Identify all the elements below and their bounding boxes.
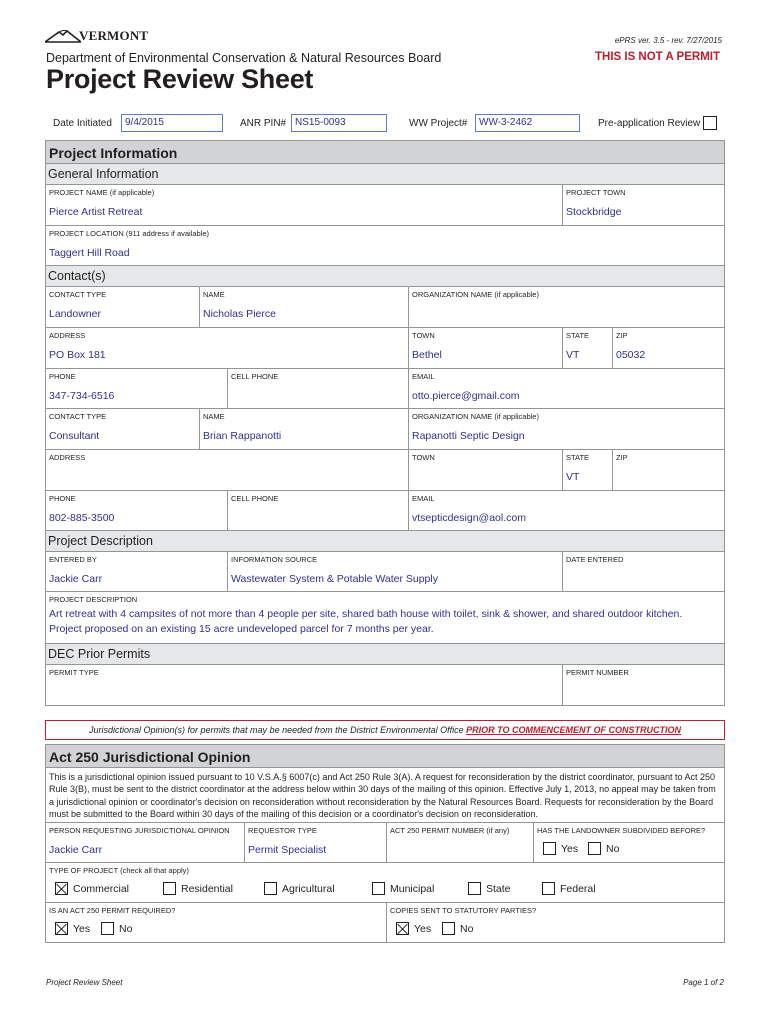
requestor-type-label: REQUESTOR TYPE xyxy=(248,826,317,835)
no-label: No xyxy=(460,922,474,935)
contact2-name-field[interactable]: Brian Rappanotti xyxy=(203,430,282,442)
state-type-label: State xyxy=(486,882,511,895)
requester-row xyxy=(46,823,724,863)
town-label: TOWN xyxy=(412,331,435,340)
copies-no-checkbox[interactable] xyxy=(442,922,455,935)
pre-application-checkbox[interactable] xyxy=(703,116,717,130)
subdivided-no-checkbox[interactable] xyxy=(588,842,601,855)
anr-pin-field[interactable]: NS15-0093 xyxy=(291,114,387,132)
contact-name-label: NAME xyxy=(203,290,225,299)
contact2-type-field[interactable]: Consultant xyxy=(49,430,100,442)
not-permit-notice: THIS IS NOT A PERMIT xyxy=(594,51,720,63)
type-residential-option[interactable] xyxy=(163,882,233,895)
permit-required-yes-option[interactable] xyxy=(55,922,90,935)
date-initiated-label: Date Initiated xyxy=(53,117,112,129)
cell-phone-label: CELL PHONE xyxy=(231,372,279,381)
project-location-row xyxy=(46,226,724,266)
copies-yes-option[interactable] xyxy=(396,922,431,935)
yes-label: Yes xyxy=(414,922,432,935)
permit-required-no-checkbox[interactable] xyxy=(101,922,114,935)
information-source-field[interactable]: Wastewater System & Potable Water Supply xyxy=(231,573,438,585)
ww-project-label: WW Project# xyxy=(409,117,468,129)
contact2-email-field[interactable]: vtsepticdesign@aol.com xyxy=(412,512,526,524)
project-description-label: PROJECT DESCRIPTION xyxy=(49,595,138,604)
subdivided-label: HAS THE LANDOWNER SUBDIVIDED BEFORE? xyxy=(537,826,706,835)
contact2-phone-field[interactable]: 802-885-3500 xyxy=(49,512,115,524)
contact1-phone-field[interactable]: 347-734-6516 xyxy=(49,390,115,402)
act250-paragraph: This is a jurisdictional opinion issued pursuant to 10 V.S.A.§ 6007(c) and Act 250 Rule 3(A). A request for reconsideration by the district coordinator, pursuant to Act 250 Rule 3(B), must be sent to the district coordinator at the address below within 30 days of the mailing of this opinion. Effective July 1, 2013, no appeal may be taken from a jurisdictional opinion or coordinator's decision on reconsideration without reconsideration by the Natural Resources Board. Requests for reconsideration by the Board must be submitted to the Board within 30 days of the mailing of this decision or a coordinator's decision on reconsideration. xyxy=(46,768,724,823)
org-name-label: ORGANIZATION NAME (if applicable) xyxy=(412,290,539,299)
type-agricultural-option[interactable] xyxy=(264,882,335,895)
state-label: STATE xyxy=(566,453,590,462)
contacts-header: Contact(s) xyxy=(46,266,724,287)
project-location-label: PROJECT LOCATION (911 address if available) xyxy=(49,229,210,238)
project-information-header: Project Information xyxy=(46,140,724,164)
zip-label: ZIP xyxy=(616,331,628,340)
project-form xyxy=(45,140,725,706)
address-label: ADDRESS xyxy=(49,453,86,462)
project-location-field[interactable]: Taggert Hill Road xyxy=(49,247,130,259)
zip-label: ZIP xyxy=(616,453,628,462)
contact1-row1 xyxy=(46,287,724,328)
permit-required-yes-checkbox[interactable] xyxy=(55,922,68,935)
contact2-row1 xyxy=(46,409,724,450)
contact1-row2 xyxy=(46,328,724,369)
project-type-row xyxy=(46,863,724,903)
type-municipal-option[interactable] xyxy=(372,882,434,895)
federal-checkbox[interactable] xyxy=(542,882,555,895)
type-commercial-option[interactable] xyxy=(55,882,129,895)
project-name-label: PROJECT NAME (if applicable) xyxy=(49,188,155,197)
email-label: EMAIL xyxy=(412,494,435,503)
vermont-logo xyxy=(45,28,148,44)
yes-label: Yes xyxy=(73,922,91,935)
agricultural-checkbox[interactable] xyxy=(264,882,277,895)
org-name-label: ORGANIZATION NAME (if applicable) xyxy=(412,412,539,421)
permit-type-label: PERMIT TYPE xyxy=(49,668,99,677)
copies-yes-checkbox[interactable] xyxy=(396,922,409,935)
requestor-type-field[interactable]: Permit Specialist xyxy=(248,844,327,856)
permit-number-label: PERMIT NUMBER xyxy=(566,668,629,677)
jurisdictional-notice-emphasis: PRIOR TO COMMENCEMENT OF CONSTRUCTION xyxy=(466,725,681,735)
federal-label: Federal xyxy=(560,882,596,895)
page-title: Project Review Sheet xyxy=(46,64,314,94)
information-source-label: INFORMATION SOURCE xyxy=(231,555,318,564)
residential-checkbox[interactable] xyxy=(163,882,176,895)
act250-permit-number-label: ACT 250 PERMIT NUMBER (if any) xyxy=(390,826,510,835)
town-label: TOWN xyxy=(412,453,435,462)
description-line: Project proposed on an existing 15 acre undeveloped parcel for 7 months per year. xyxy=(49,622,434,635)
entered-by-row xyxy=(46,552,724,592)
entered-by-label: ENTERED BY xyxy=(49,555,97,564)
contact1-type-field[interactable]: Landowner xyxy=(49,308,101,320)
project-description-field[interactable] xyxy=(49,607,682,636)
dec-prior-permits-header: DEC Prior Permits xyxy=(46,644,724,665)
no-label: No xyxy=(119,922,133,935)
project-name-field[interactable]: Pierce Artist Retreat xyxy=(49,206,143,218)
jurisdictional-notice xyxy=(45,720,725,740)
version-text: ePRS ver. 3.5 - rev. 7/27/2015 xyxy=(614,36,722,45)
contact2-state-field[interactable]: VT xyxy=(566,471,580,483)
logo-text: VERMONT xyxy=(79,28,149,43)
state-checkbox[interactable] xyxy=(468,882,481,895)
subdivided-yes-option[interactable] xyxy=(543,842,578,855)
contact1-row3 xyxy=(46,369,724,409)
permit-required-row xyxy=(46,903,724,943)
commercial-checkbox[interactable] xyxy=(55,882,68,895)
project-town-field[interactable]: Stockbridge xyxy=(566,206,622,218)
project-name-row xyxy=(46,185,724,226)
prior-permits-row xyxy=(46,665,724,706)
contact1-town-field[interactable]: Bethel xyxy=(412,349,442,361)
act250-header: Act 250 Jurisdictional Opinion xyxy=(46,744,724,768)
project-description-row xyxy=(46,592,724,644)
contact1-state-field[interactable]: VT xyxy=(566,349,580,361)
contact1-name-field[interactable]: Nicholas Pierce xyxy=(203,308,276,320)
email-label: EMAIL xyxy=(412,372,435,381)
phone-label: PHONE xyxy=(49,494,76,503)
mountain-logo-icon xyxy=(45,29,81,43)
anr-pin-label: ANR PIN# xyxy=(240,117,287,129)
date-entered-label: DATE ENTERED xyxy=(566,555,624,564)
department-name: Department of Environmental Conservation & Natural Resources Board xyxy=(46,51,442,65)
cell-phone-label: CELL PHONE xyxy=(231,494,279,503)
contact1-zip-field[interactable]: 05032 xyxy=(616,349,646,361)
entered-by-field[interactable]: Jackie Carr xyxy=(49,573,103,585)
footer-title: Project Review Sheet xyxy=(46,978,123,987)
no-label: No xyxy=(606,842,620,855)
contact1-email-field[interactable]: otto.pierce@gmail.com xyxy=(412,390,520,402)
residential-label: Residential xyxy=(181,882,233,895)
address-label: ADDRESS xyxy=(49,331,86,340)
contact-type-label: CONTACT TYPE xyxy=(49,290,107,299)
ww-project-field[interactable]: WW-3-2462 xyxy=(475,114,580,132)
act250-form xyxy=(45,744,725,943)
contact2-org-field[interactable]: Rapanotti Septic Design xyxy=(412,430,525,442)
copies-no-option[interactable] xyxy=(442,922,473,935)
yes-label: Yes xyxy=(561,842,579,855)
project-town-label: PROJECT TOWN xyxy=(566,188,626,197)
pre-application-label: Pre-application Review xyxy=(598,117,701,129)
date-initiated-field[interactable]: 9/4/2015 xyxy=(121,114,223,132)
requester-field[interactable]: Jackie Carr xyxy=(49,844,103,856)
permit-required-label: IS AN ACT 250 PERMIT REQUIRED? xyxy=(49,906,176,915)
jurisdictional-notice-text: Jurisdictional Opinion(s) for permits that may be needed from the District Environmental Office xyxy=(89,725,467,735)
contact2-row2 xyxy=(46,450,724,491)
municipal-checkbox[interactable] xyxy=(372,882,385,895)
contact1-address-field[interactable]: PO Box 181 xyxy=(49,349,106,361)
general-information-header: General Information xyxy=(46,164,724,185)
description-line: Art retreat with 4 campsites of not more than 4 people per site, shared bath house with toilet, sink & shower, and shared outdoor kitchen. xyxy=(49,608,683,620)
phone-label: PHONE xyxy=(49,372,76,381)
contact-name-label: NAME xyxy=(203,412,225,421)
commercial-label: Commercial xyxy=(73,882,130,895)
municipal-label: Municipal xyxy=(390,882,435,895)
subdivided-no-option[interactable] xyxy=(588,842,619,855)
requester-label: PERSON REQUESTING JURISDICTIONAL OPINION xyxy=(49,826,230,835)
state-label: STATE xyxy=(566,331,590,340)
project-type-label: TYPE OF PROJECT (check all that apply) xyxy=(49,866,189,875)
contact2-row3 xyxy=(46,491,724,531)
subdivided-yes-checkbox[interactable] xyxy=(543,842,556,855)
page-number: Page 1 of 2 xyxy=(683,978,724,987)
copies-sent-label: COPIES SENT TO STATUTORY PARTIES? xyxy=(390,906,537,915)
project-description-header: Project Description xyxy=(46,531,724,552)
type-state-option[interactable] xyxy=(468,882,511,895)
agricultural-label: Agricultural xyxy=(282,882,335,895)
type-federal-option[interactable] xyxy=(542,882,596,895)
permit-required-no-option[interactable] xyxy=(101,922,132,935)
contact-type-label: CONTACT TYPE xyxy=(49,412,107,421)
